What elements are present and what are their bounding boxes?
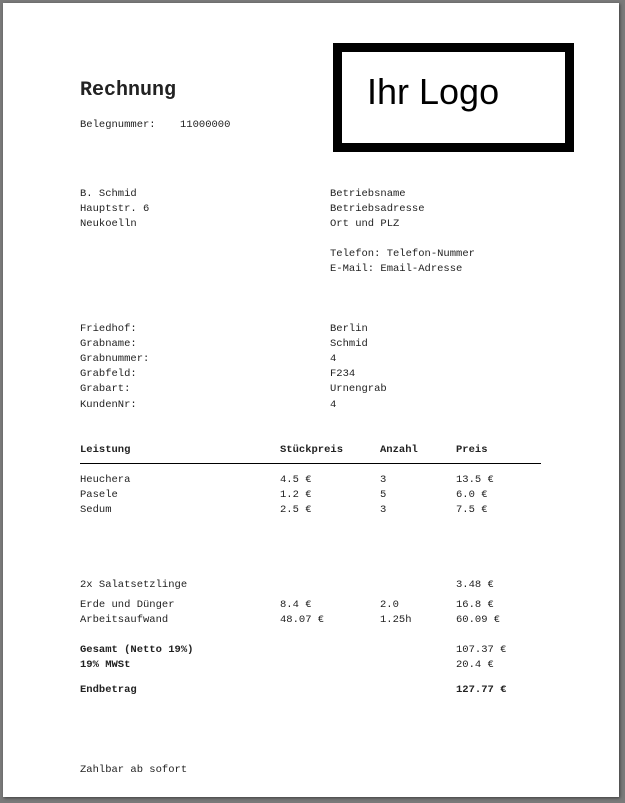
customer-city: Neukoelln bbox=[80, 218, 137, 230]
grave-info-label: Friedhof: bbox=[80, 323, 137, 335]
company-address: Betriebsadresse bbox=[330, 203, 425, 215]
table-row-service: Pasele bbox=[80, 489, 118, 501]
final-amount-label: Endbetrag bbox=[80, 684, 137, 696]
extra-row-service: Erde und Dünger bbox=[80, 599, 175, 611]
company-email: E-Mail: Email-Adresse bbox=[330, 263, 463, 275]
table-row-quantity: 3 bbox=[380, 474, 387, 486]
extra-row-quantity: 1.25h bbox=[380, 614, 412, 626]
grave-info-label: Grabnummer: bbox=[80, 353, 150, 365]
grave-info-label: KundenNr: bbox=[80, 399, 137, 411]
table-row-price: 6.0 € bbox=[456, 489, 488, 501]
extra-row-quantity: 2.0 bbox=[380, 599, 399, 611]
document-number-value: 11000000 bbox=[180, 119, 231, 131]
extra-row-price: 3.48 € bbox=[456, 579, 494, 591]
company-phone: Telefon: Telefon-Nummer bbox=[330, 248, 475, 260]
logo-text: Ihr Logo bbox=[367, 71, 500, 112]
table-row-quantity: 3 bbox=[380, 504, 387, 516]
table-row-unit-price: 1.2 € bbox=[280, 489, 312, 501]
table-row-price: 13.5 € bbox=[456, 474, 494, 486]
payment-terms: Zahlbar ab sofort bbox=[80, 764, 188, 776]
vat-label: 19% MWSt bbox=[80, 659, 131, 671]
grave-info-label: Grabart: bbox=[80, 383, 131, 395]
company-name: Betriebsname bbox=[330, 188, 406, 200]
table-header-quantity: Anzahl bbox=[380, 444, 418, 456]
vat-value: 20.4 € bbox=[456, 659, 494, 671]
table-row-service: Sedum bbox=[80, 504, 112, 516]
extra-row-service: 2x Salatsetzlinge bbox=[80, 579, 188, 591]
invoice-title: Rechnung bbox=[80, 79, 177, 102]
document-number-label: Belegnummer: bbox=[80, 119, 156, 131]
table-row-service: Heuchera bbox=[80, 474, 131, 486]
grave-info-value: Urnengrab bbox=[330, 383, 387, 395]
table-row-unit-price: 2.5 € bbox=[280, 504, 312, 516]
table-header-service: Leistung bbox=[80, 444, 131, 456]
grave-info-value: Berlin bbox=[330, 323, 368, 335]
table-row-price: 7.5 € bbox=[456, 504, 488, 516]
grave-info-label: Grabname: bbox=[80, 338, 137, 350]
company-city: Ort und PLZ bbox=[330, 218, 400, 230]
table-row-quantity: 5 bbox=[380, 489, 387, 501]
table-header-unit-price: Stückpreis bbox=[280, 444, 344, 456]
extra-row-service: Arbeitsaufwand bbox=[80, 614, 169, 626]
invoice-page bbox=[3, 3, 619, 797]
grave-info-value: Schmid bbox=[330, 338, 368, 350]
table-header-price: Preis bbox=[456, 444, 488, 456]
table-header-divider bbox=[80, 463, 541, 464]
customer-name: B. Schmid bbox=[80, 188, 137, 200]
grave-info-label: Grabfeld: bbox=[80, 368, 137, 380]
extra-row-price: 16.8 € bbox=[456, 599, 494, 611]
final-amount-value: 127.77 € bbox=[456, 684, 507, 696]
grave-info-value: F234 bbox=[330, 368, 356, 380]
logo-placeholder bbox=[333, 43, 574, 152]
table-row-unit-price: 4.5 € bbox=[280, 474, 312, 486]
customer-street: Hauptstr. 6 bbox=[80, 203, 150, 215]
net-total-value: 107.37 € bbox=[456, 644, 507, 656]
grave-info-value: 4 bbox=[330, 353, 337, 365]
extra-row-unit-price: 48.07 € bbox=[280, 614, 325, 626]
extra-row-unit-price: 8.4 € bbox=[280, 599, 312, 611]
net-total-label: Gesamt (Netto 19%) bbox=[80, 644, 194, 656]
grave-info-value: 4 bbox=[330, 399, 337, 411]
extra-row-price: 60.09 € bbox=[456, 614, 501, 626]
